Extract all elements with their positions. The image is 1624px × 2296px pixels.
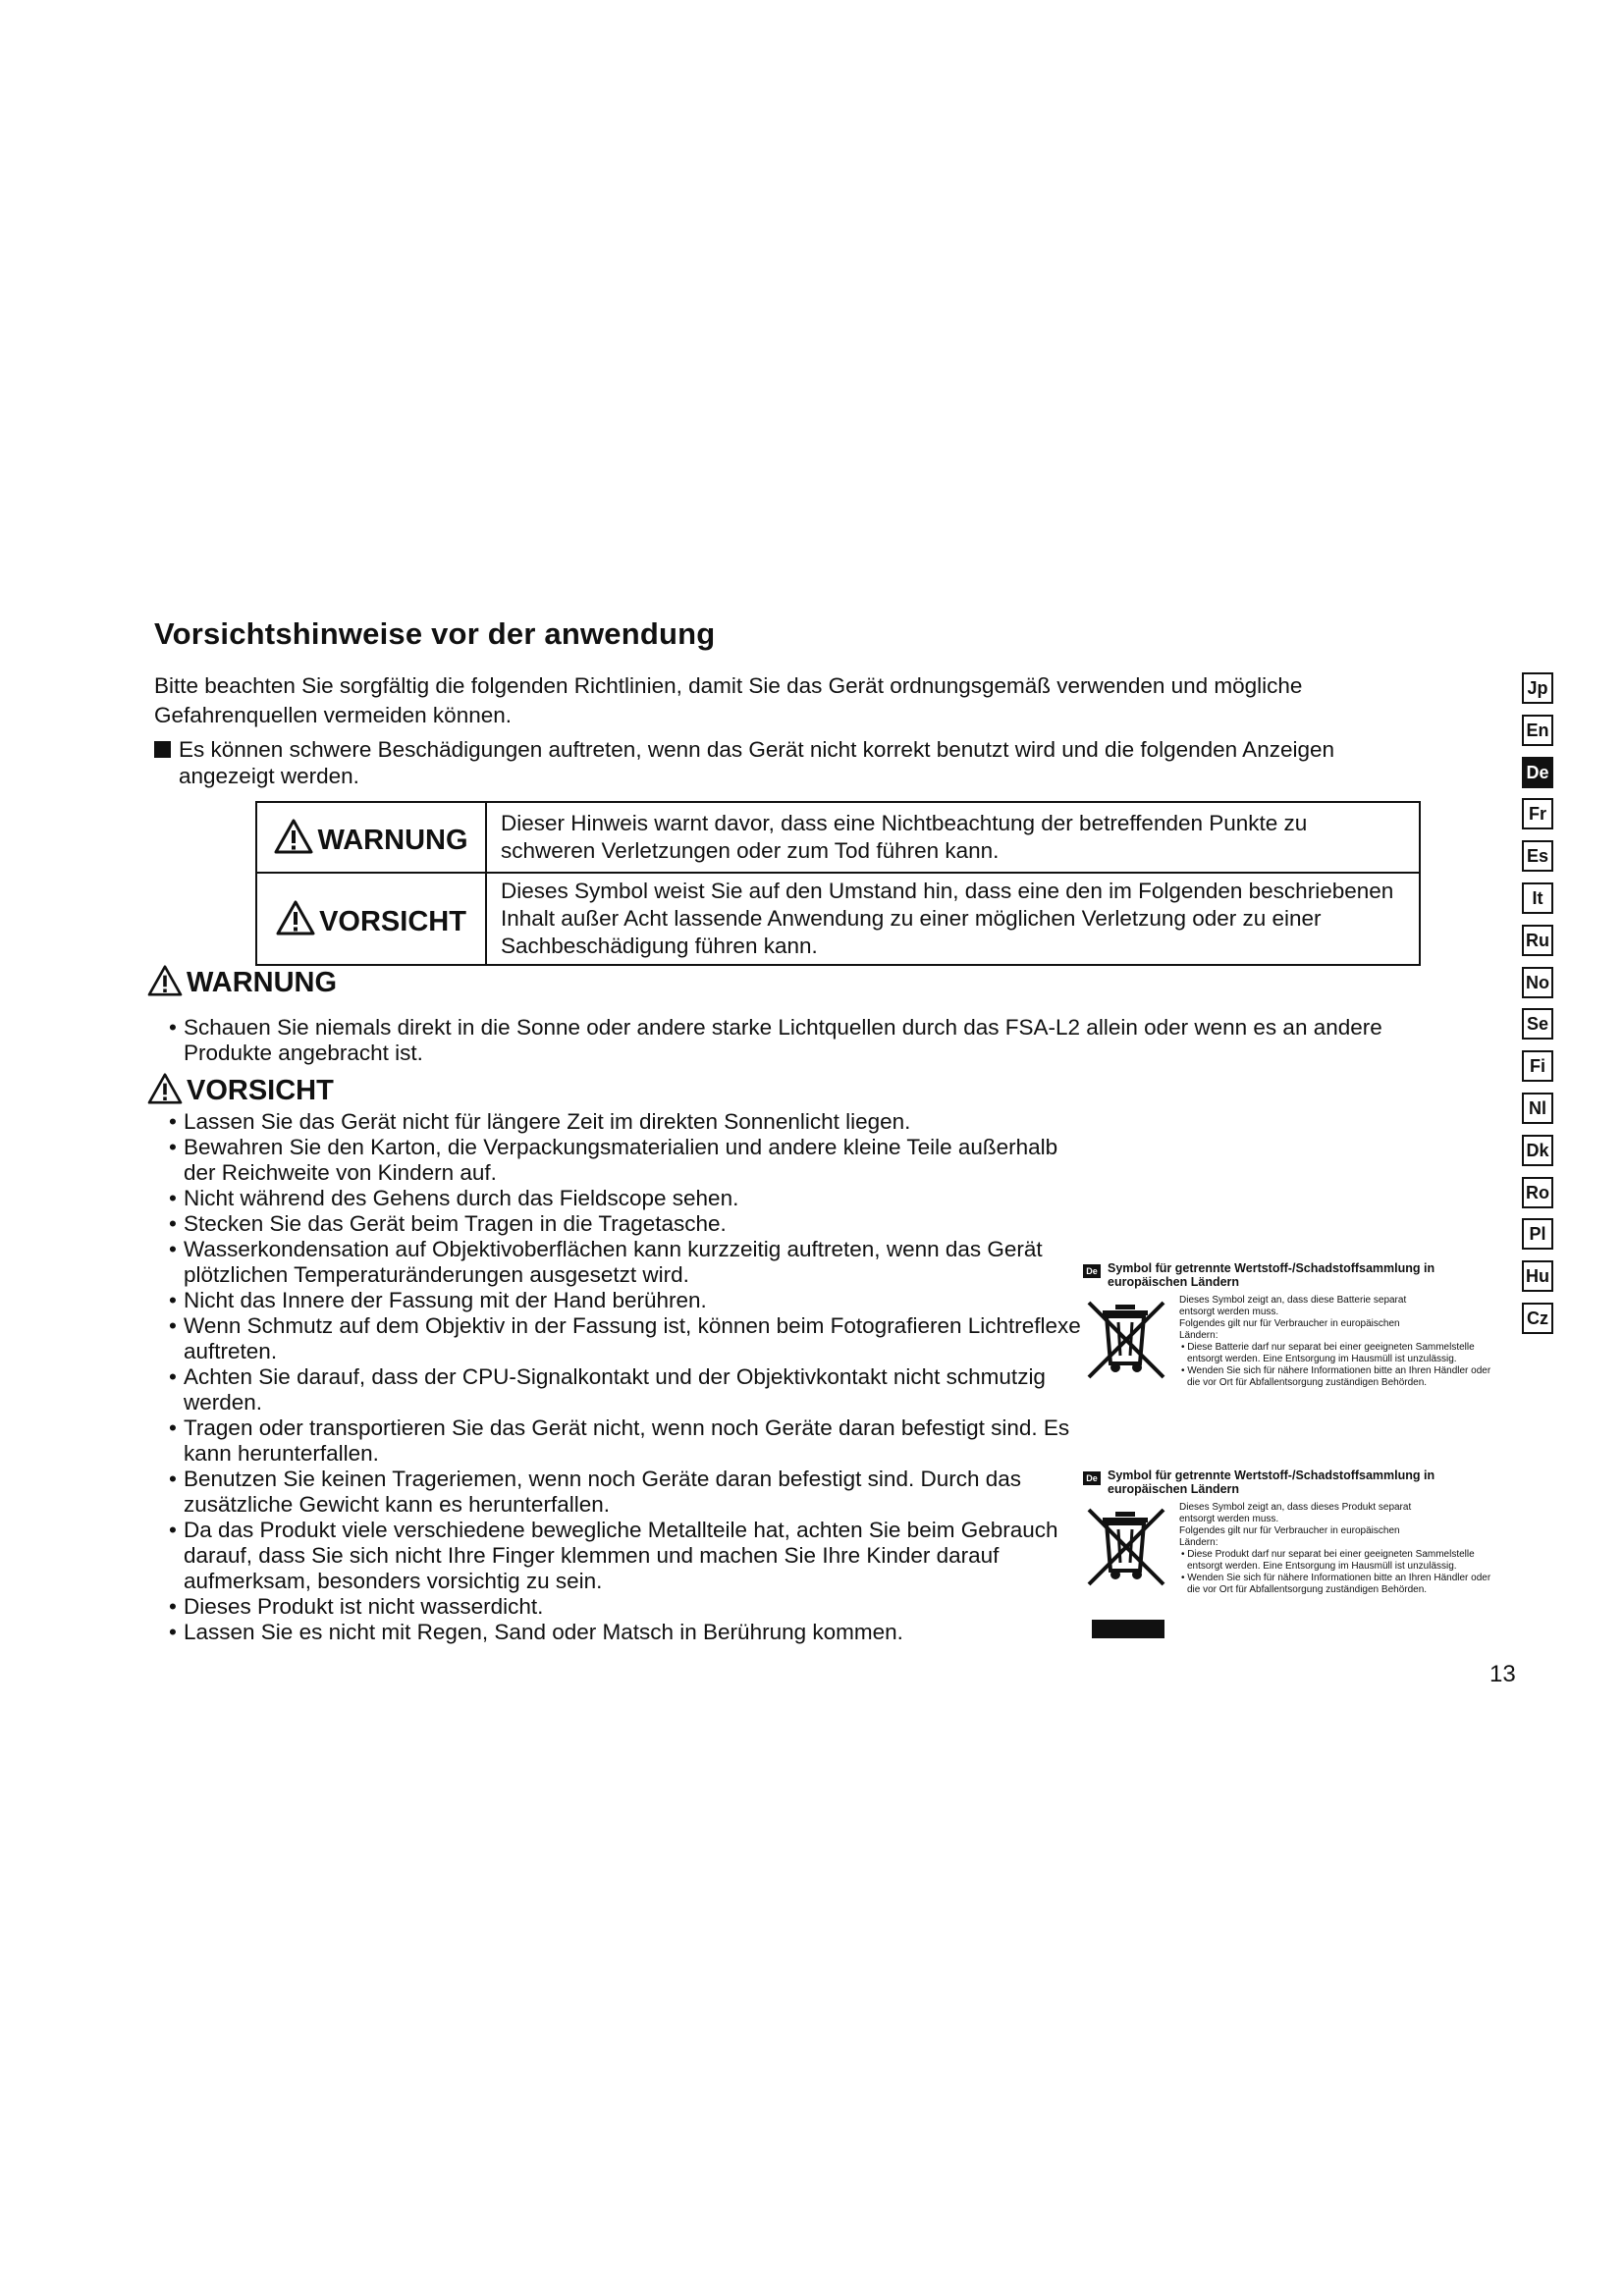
language-tab-dk[interactable]: Dk	[1522, 1135, 1553, 1166]
weee-line: Folgendes gilt nur für Verbraucher in europäischen	[1179, 1318, 1400, 1329]
warning-heading-text: WARNUNG	[187, 967, 338, 998]
list-item: • Wenn Schmutz auf dem Objektiv in der Fassung ist, können beim Fotografieren Lichtreflexe auftreten.	[169, 1313, 1092, 1364]
page-number: 13	[1489, 1661, 1516, 1687]
legend-row-warning	[256, 802, 1420, 873]
warning-triangle-icon	[274, 819, 313, 854]
weee-line: entsorgt werden muss.	[1179, 1307, 1279, 1317]
legend-desc-caution: Dieses Symbol weist Sie auf den Umstand hin, dass eine den im Folgenden beschriebenen Inhalt außer Acht lassende Anwendung zu einer möglichen Verletzung oder zu einer Sachbeschädigung führen kann.	[486, 873, 1420, 965]
crossed-out-bin-icon	[1083, 1295, 1171, 1383]
square-bullet-icon	[154, 741, 171, 758]
crossed-out-bin-icon	[1083, 1502, 1171, 1590]
warning-list	[169, 1015, 1435, 1066]
weee-text	[1179, 1502, 1495, 1596]
weee-bullet: • Wenden Sie sich für nähere Informationen bitte an Ihren Händler oder die vor Ort für Abfallentsorgung zuständigen Behörden.	[1181, 1365, 1491, 1388]
weee-line: Dieses Symbol zeigt an, dass dieses Produkt separat	[1179, 1502, 1412, 1513]
list-item: • Tragen oder transportieren Sie das Gerät nicht, wenn noch Geräte daran befestigt sind. Es kann herunterfallen.	[169, 1415, 1092, 1467]
language-badge: De	[1083, 1471, 1101, 1485]
intro-text: Bitte beachten Sie sorgfältig die folgenden Richtlinien, damit Sie das Gerät ordnungsgemäß verwenden und mögliche Gefahrenquellen vermeiden können.	[154, 673, 1303, 727]
language-tab-hu[interactable]: Hu	[1522, 1260, 1553, 1292]
legend-label-cell	[256, 873, 486, 965]
language-tab-no[interactable]: No	[1522, 967, 1553, 998]
weee-line: Folgendes gilt nur für Verbraucher in europäischen	[1179, 1525, 1400, 1536]
severity-note-line2: angezeigt werden.	[179, 764, 359, 788]
weee-bullet: • Wenden Sie sich für nähere Informationen bitte an Ihren Händler oder die vor Ort für Abfallentsorgung zuständigen Behörden.	[1181, 1573, 1491, 1595]
language-tab-es[interactable]: Es	[1522, 840, 1553, 872]
list-item: • Nicht das Innere der Fassung mit der Hand berühren.	[169, 1288, 1092, 1313]
language-tab-fr[interactable]: Fr	[1522, 798, 1553, 829]
warning-triangle-icon	[276, 900, 315, 935]
weee-body	[1083, 1295, 1495, 1389]
list-item: • Schauen Sie niemals direkt in die Sonne oder andere starke Lichtquellen durch das FSA-L2 allein oder wenn es an andere Produkte angebracht ist.	[169, 1015, 1435, 1066]
list-item: • Stecken Sie das Gerät beim Tragen in die Tragetasche.	[169, 1211, 1092, 1237]
legend-row-caution	[256, 873, 1420, 965]
legend-desc-warning: Dieser Hinweis warnt davor, dass eine Nichtbeachtung der betreffenden Punkte zu schweren Verletzungen oder zum Tod führen kann.	[486, 802, 1420, 873]
weee-notice-battery	[1083, 1261, 1495, 1389]
language-tab-cz[interactable]: Cz	[1522, 1303, 1553, 1334]
weee-heading-text: Symbol für getrennte Wertstoff-/Schadstoffsammlung in europäischen Ländern	[1108, 1468, 1435, 1496]
weee-notice-product	[1083, 1468, 1495, 1596]
legend-label-warning: WARNUNG	[317, 824, 468, 856]
legend-label-caution: VORSICHT	[319, 905, 466, 937]
list-item: • Lassen Sie das Gerät nicht für längere Zeit im direkten Sonnenlicht liegen.	[169, 1109, 1092, 1135]
language-tab-strip	[1522, 672, 1553, 1345]
language-tab-fi[interactable]: Fi	[1522, 1050, 1553, 1082]
list-item: • Achten Sie darauf, dass der CPU-Signalkontakt und der Objektivkontakt nicht schmutzig werden.	[169, 1364, 1092, 1415]
caution-list	[169, 1109, 1092, 1645]
caution-heading	[147, 1073, 334, 1107]
language-tab-se[interactable]: Se	[1522, 1008, 1553, 1040]
warning-heading	[147, 965, 337, 999]
language-tab-ru[interactable]: Ru	[1522, 925, 1553, 956]
language-tab-pl[interactable]: Pl	[1522, 1218, 1553, 1250]
list-item: • Da das Produkt viele verschiedene bewegliche Metallteile hat, achten Sie beim Gebrauch darauf, dass Sie sich nicht Ihre Finger klemmen und machen Sie Ihre Kinder darauf aufmerksam, besonders vorsichtig zu sein.	[169, 1518, 1092, 1594]
weee-bullet: • Diese Batterie darf nur separat bei einer geeigneten Sammelstelle entsorgt werden. Eine Entsorgung im Hausmüll ist unzulässig.	[1181, 1342, 1475, 1364]
language-tab-de[interactable]: De	[1522, 757, 1553, 788]
list-item: • Nicht während des Gehens durch das Fieldscope sehen.	[169, 1186, 1092, 1211]
language-badge: De	[1083, 1264, 1101, 1278]
language-tab-it[interactable]: It	[1522, 882, 1553, 914]
black-bar-marker	[1092, 1620, 1164, 1638]
language-tab-en[interactable]: En	[1522, 715, 1553, 746]
weee-body	[1083, 1502, 1495, 1596]
warning-triangle-icon	[147, 1073, 183, 1104]
weee-heading	[1083, 1261, 1495, 1295]
page-title: Vorsichtshinweise vor der anwendung	[154, 616, 716, 651]
language-tab-ro[interactable]: Ro	[1522, 1177, 1553, 1208]
hazard-legend-table	[255, 801, 1421, 966]
list-item: • Bewahren Sie den Karton, die Verpackungsmaterialien und andere kleine Teile außerhalb der Reichweite von Kindern auf.	[169, 1135, 1092, 1186]
weee-line: Ländern:	[1179, 1537, 1218, 1548]
language-tab-jp[interactable]: Jp	[1522, 672, 1553, 704]
language-tab-nl[interactable]: Nl	[1522, 1093, 1553, 1124]
caution-heading-text: VORSICHT	[187, 1075, 334, 1106]
weee-line: Dieses Symbol zeigt an, dass diese Batterie separat	[1179, 1295, 1407, 1306]
list-item: • Dieses Produkt ist nicht wasserdicht.	[169, 1594, 1092, 1620]
legend-label-cell	[256, 802, 486, 873]
severity-note	[154, 736, 1431, 789]
weee-line: entsorgt werden muss.	[1179, 1514, 1279, 1524]
weee-heading-text: Symbol für getrennte Wertstoff-/Schadstoffsammlung in europäischen Ländern	[1108, 1261, 1435, 1289]
weee-line: Ländern:	[1179, 1330, 1218, 1341]
weee-bullet: • Diese Produkt darf nur separat bei einer geeigneten Sammelstelle entsorgt werden. Eine Entsorgung im Hausmüll ist unzulässig.	[1181, 1549, 1475, 1572]
list-item: • Wasserkondensation auf Objektivoberflächen kann kurzzeitig auftreten, wenn das Gerät plötzlichen Temperaturänderungen ausgesetzt wird.	[169, 1237, 1092, 1288]
warning-triangle-icon	[147, 965, 183, 996]
weee-heading	[1083, 1468, 1495, 1502]
severity-note-line1: Es können schwere Beschädigungen auftreten, wenn das Gerät nicht korrekt benutzt wird und die folgenden Anzeigen	[179, 737, 1335, 762]
list-item: • Lassen Sie es nicht mit Regen, Sand oder Matsch in Berührung kommen.	[169, 1620, 1092, 1645]
list-item: • Benutzen Sie keinen Trageriemen, wenn noch Geräte daran befestigt sind. Durch das zusätzliche Gewicht kann es herunterfallen.	[169, 1467, 1092, 1518]
weee-text	[1179, 1295, 1495, 1389]
